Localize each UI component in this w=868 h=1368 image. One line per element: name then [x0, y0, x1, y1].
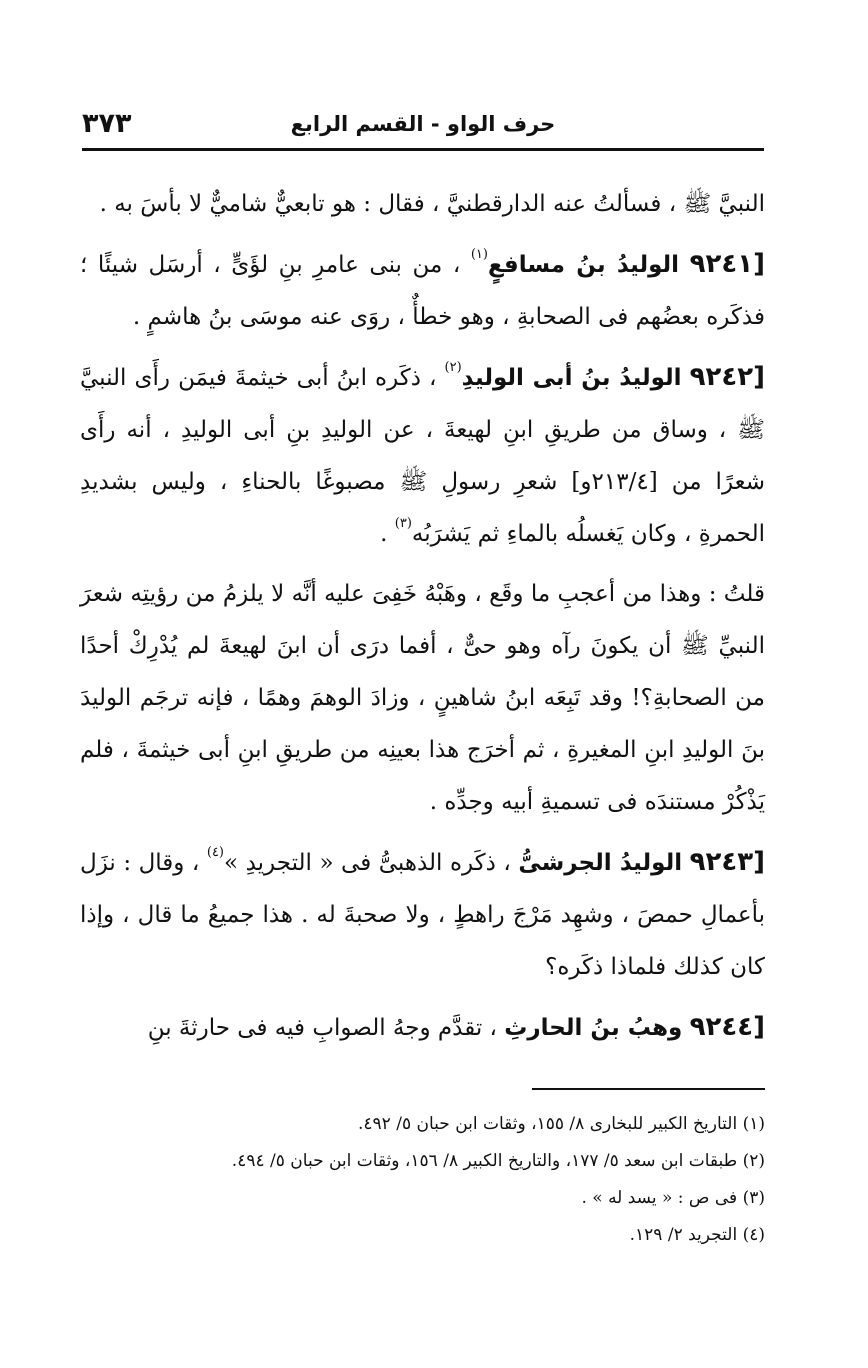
entry-9243: [80, 836, 765, 993]
entry-number: [٩٢٤٤: [689, 1012, 765, 1042]
footnote-3: (٣) فى ص : « يسد له » .: [581, 1188, 765, 1208]
entry-text: ، من بنى عامرِ بنِ لؤَىٍّ ، أرسَل شيئًا ؛ فذكَره بعضُهم فى الصحابةِ ، وهو خطأٌ ، روَى عنه موسَى بنُ هاشمٍ .: [80, 252, 765, 330]
footnote-divider: [532, 1088, 765, 1090]
footnote-ref: (٣): [394, 516, 412, 531]
entry-end: .: [380, 521, 388, 547]
entry-9244: [80, 1001, 765, 1054]
page-number: ٣٧٣: [82, 108, 132, 139]
entry-text-continued: شعرِ رسولِ ﷺ مصبوغًا بالحناءِ ، وليس بشديدِ الحمرةِ ، وكان يَغسلُه بالماءِ ثم يَشرَبُه: [80, 469, 765, 547]
footnote-ref: (٤): [206, 845, 224, 860]
entry-text: ، ذكَره ابنُ أبى خيثمةَ فيمَن رأَى النبيَّ ﷺ ، وساق من طريقِ ابنِ لهيعةَ ، عن الوليدِ بنِ أبى الوليدِ ، أنه رأَى شعرًا من: [80, 365, 766, 495]
running-title: حرف الواو - القسم الرابع: [290, 112, 556, 136]
page-header: [82, 108, 764, 151]
entry-text-continued: ، وقال : نزَل بأعمالِ حمصَ ، وشهِد مَرْجَ راهطٍ ، ولا صحبةَ له . هذا جميعُ ما قال ، وإذا كان كذلك فلماذا ذكَره؟: [80, 850, 765, 980]
entry-number: [٩٢٤١: [689, 249, 765, 279]
footnote-1: (١) التاريخ الكبير للبخارى ٨/ ١٥٥، وثقات ابن حبان ٥/ ٤٩٢.: [357, 1114, 765, 1134]
main-text: [80, 178, 765, 1062]
manuscript-page-ref: [٢١٣/٤و]: [571, 469, 658, 495]
entry-text: ، ذكَره الذهبىُّ فى « التجريدِ »: [224, 850, 511, 876]
footnote-ref: (٢): [444, 360, 462, 375]
footnote-4: (٤) التجريد ٢/ ١٢٩.: [629, 1225, 765, 1245]
entry-name: الوليدُ بنُ مسافعٍ: [487, 252, 680, 278]
footnote-ref: (١): [470, 247, 488, 262]
entry-name: الوليدُ الجرشىُّ: [518, 850, 683, 876]
continuation-paragraph: النبيَّ ﷺ ، فسألتُ عنه الدارقطنيَّ ، فقال : هو تابعيٌّ شاميٌّ لا بأسَ به .: [99, 191, 765, 217]
entry-9242: [80, 351, 765, 560]
footnote-2: (٢) طبقات ابن سعد ٥/ ١٧٧، والتاريخ الكبير ٨/ ١٥٦، وثقات ابن حبان ٥/ ٤٩٤.: [231, 1151, 765, 1171]
entry-9241: [80, 238, 765, 343]
entry-text: ، تقدَّم وجهُ الصوابِ فيه فى حارثةَ بنِ: [147, 1015, 497, 1041]
entry-name: الوليدُ بنُ أبى الوليدِ: [461, 365, 682, 391]
entry-number: [٩٢٤٣: [689, 847, 765, 877]
entry-name: وهبُ بنُ الحارثِ: [504, 1015, 683, 1041]
commentary-paragraph: قلتُ : وهذا من أعجبِ ما وقَع ، وهَبْهُ خَفِىَ عليه أنَّه لا يلزمُ من رؤيتِه شعرَ النبيِّ ﷺ أن يكونَ رآه وهو حىٌّ ، أفما درَى أن ابنَ لهيعةَ لم يُدْرِكْ أحدًا من الصحابةِ؟! وقد تَبِعَه ابنُ شاهينٍ ، وزادَ الوهمَ وهمًا ، فإنه ترجَم الوليدَ بنَ الوليدِ ابنِ المغيرةِ ، ثم أخرَج هذا بعينِه من طريقِ ابنِ أبى خيثمةَ ، فلم يَذْكُرْ مستندَه فى تسميةِ أبيه وجدِّه .: [80, 581, 765, 815]
entry-number: [٩٢٤٢: [689, 362, 765, 392]
footnotes: [231, 1106, 765, 1254]
